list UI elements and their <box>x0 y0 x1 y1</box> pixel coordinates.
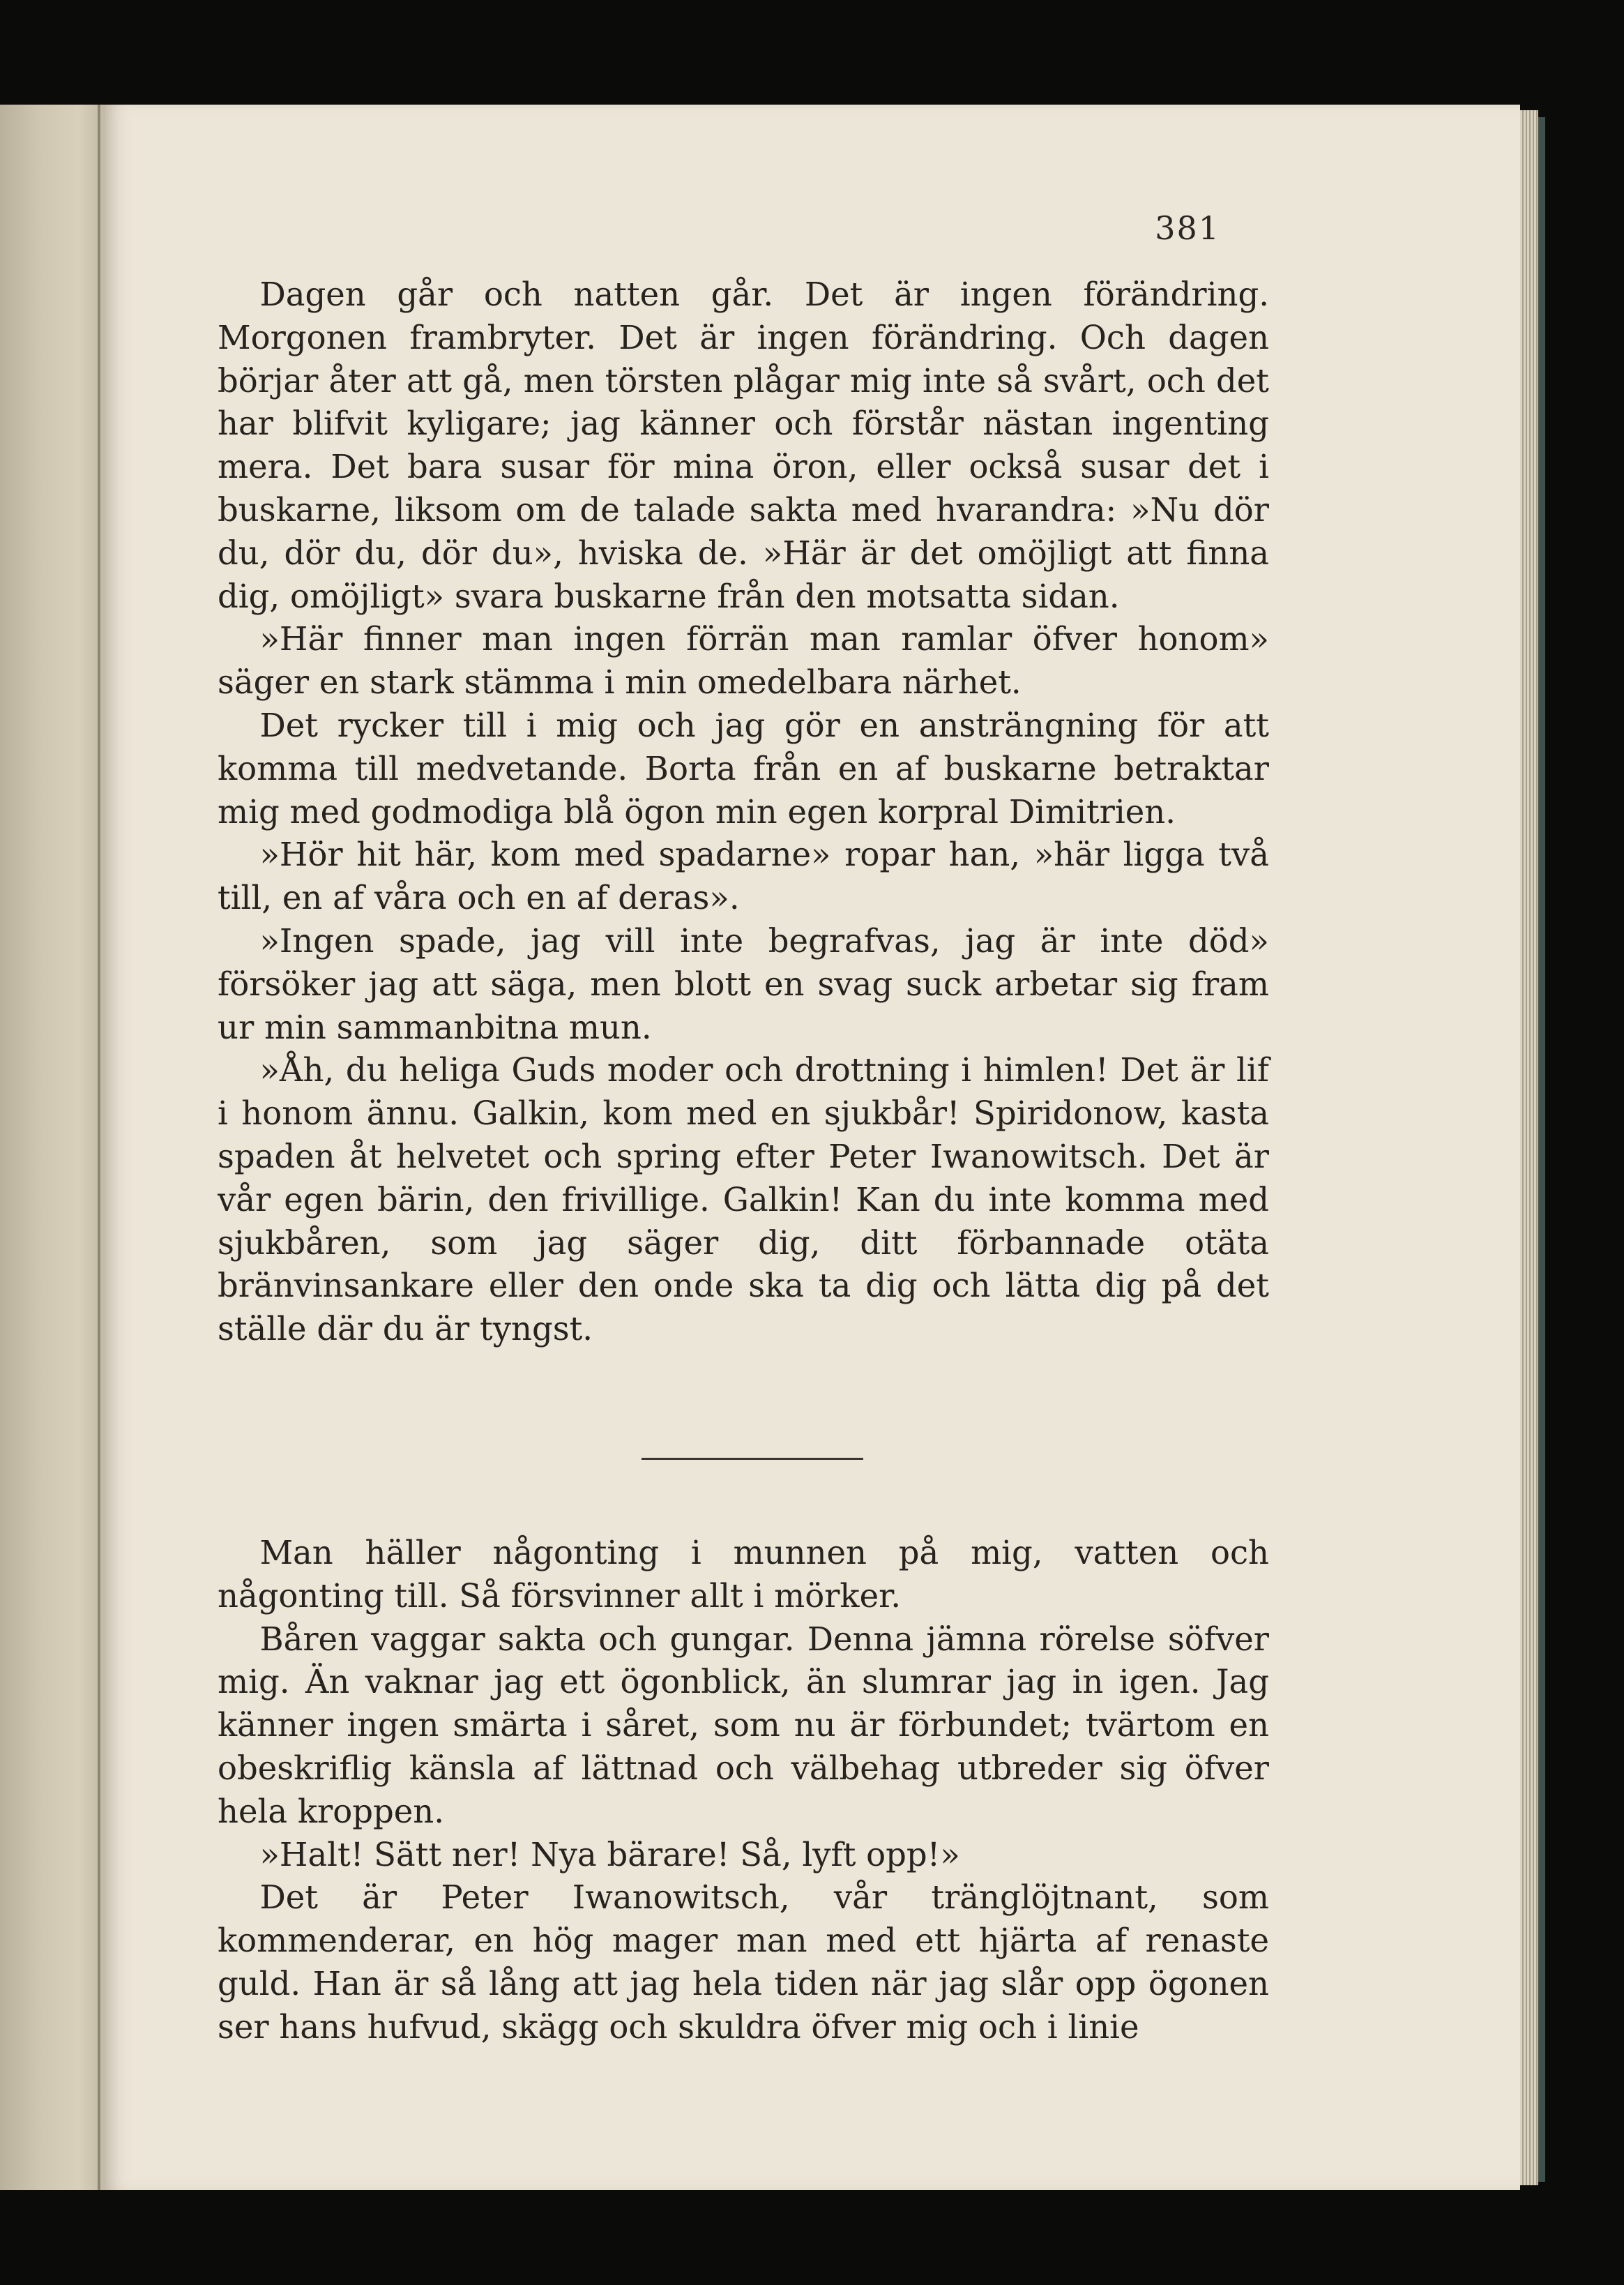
page-stack-edge <box>1520 110 1538 2185</box>
paragraph: »Hör hit här, kom med spadarne» ropar han, »här ligga två till, en af våra och en af deras». <box>218 836 1269 917</box>
text-section-two <box>218 1532 1269 2049</box>
paragraph: »Här finner man ingen förrän man ramlar öfver honom» säger en stark stämma i min omedelbara närhet. <box>218 620 1269 702</box>
page-number: 381 <box>1155 209 1220 247</box>
paragraph: Båren vaggar sakta och gungar. Denna jämna rörelse söfver mig. Än vaknar jag ett ögonblick, än slumrar jag in igen. Jag känner ingen smärta i såret, som nu är förbundet; tvärtom en obeskriflig känsla af lättnad och välbehag utbreder sig öfver hela kroppen. <box>218 1620 1269 1830</box>
paragraph: »Halt! Sätt ner! Nya bärare! Så, lyft opp!» <box>259 1835 960 1873</box>
text-section-one <box>218 273 1269 1351</box>
paragraph: Man häller någonting i munnen på mig, vatten och någonting till. Så försvinner allt i mörker. <box>218 1534 1269 1615</box>
paragraph: Dagen går och natten går. Det är ingen förändring. Morgonen frambryter. Det är ingen förändring. Och dagen börjar åter att gå, men törsten plågar mig inte så svårt, och det har blifvit kyligare; jag känner och förstår nästan ingenting mera. Det bara susar för mina öron, eller också susar det i buskarne, liksom om de talade sakta med hvarandra: »Nu dör du, dör du, dör du», hviska de. »Här är det omöjligt att finna dig, omöjligt» svara buskarne från den motsatta sidan. <box>218 276 1269 615</box>
paragraph: »Ingen spade, jag vill inte begrafvas, jag är inte död» försöker jag att säga, men blott en svag suck arbetar sig fram ur min sammanbitna mun. <box>218 921 1269 1046</box>
paragraph: »Åh, du heliga Guds moder och drottning i himlen! Det är lif i honom ännu. Galkin, kom med en sjukbår! Spiridonow, kasta spaden åt helvetet och spring efter Peter Iwanowitsch. Det är vår egen bärin, den frivillige. Galkin! Kan du inte komma med sjukbåren, som jag säger dig, ditt förbannade otäta bränvinsankare eller den onde ska ta dig och lätta dig på det ställe där du är tyngst. <box>218 1051 1269 1348</box>
section-divider <box>642 1458 863 1460</box>
paragraph: Det rycker till i mig och jag gör en ansträngning för att komma till medvetande. Borta från en af buskarne betraktar mig med godmodiga blå ögon min egen korpral Dimitrien. <box>218 706 1269 831</box>
adjacent-page-edge <box>0 105 105 2190</box>
book-cover-edge <box>1538 117 1545 2182</box>
paragraph: Det är Peter Iwanowitsch, vår tränglöjtnant, som kommenderar, en hög mager man med ett hjärta af renaste guld. Han är så lång att jag hela tiden när jag slår opp ögonen ser hans hufvud, skägg och skuldra öfver mig och i linie <box>218 1878 1269 2046</box>
